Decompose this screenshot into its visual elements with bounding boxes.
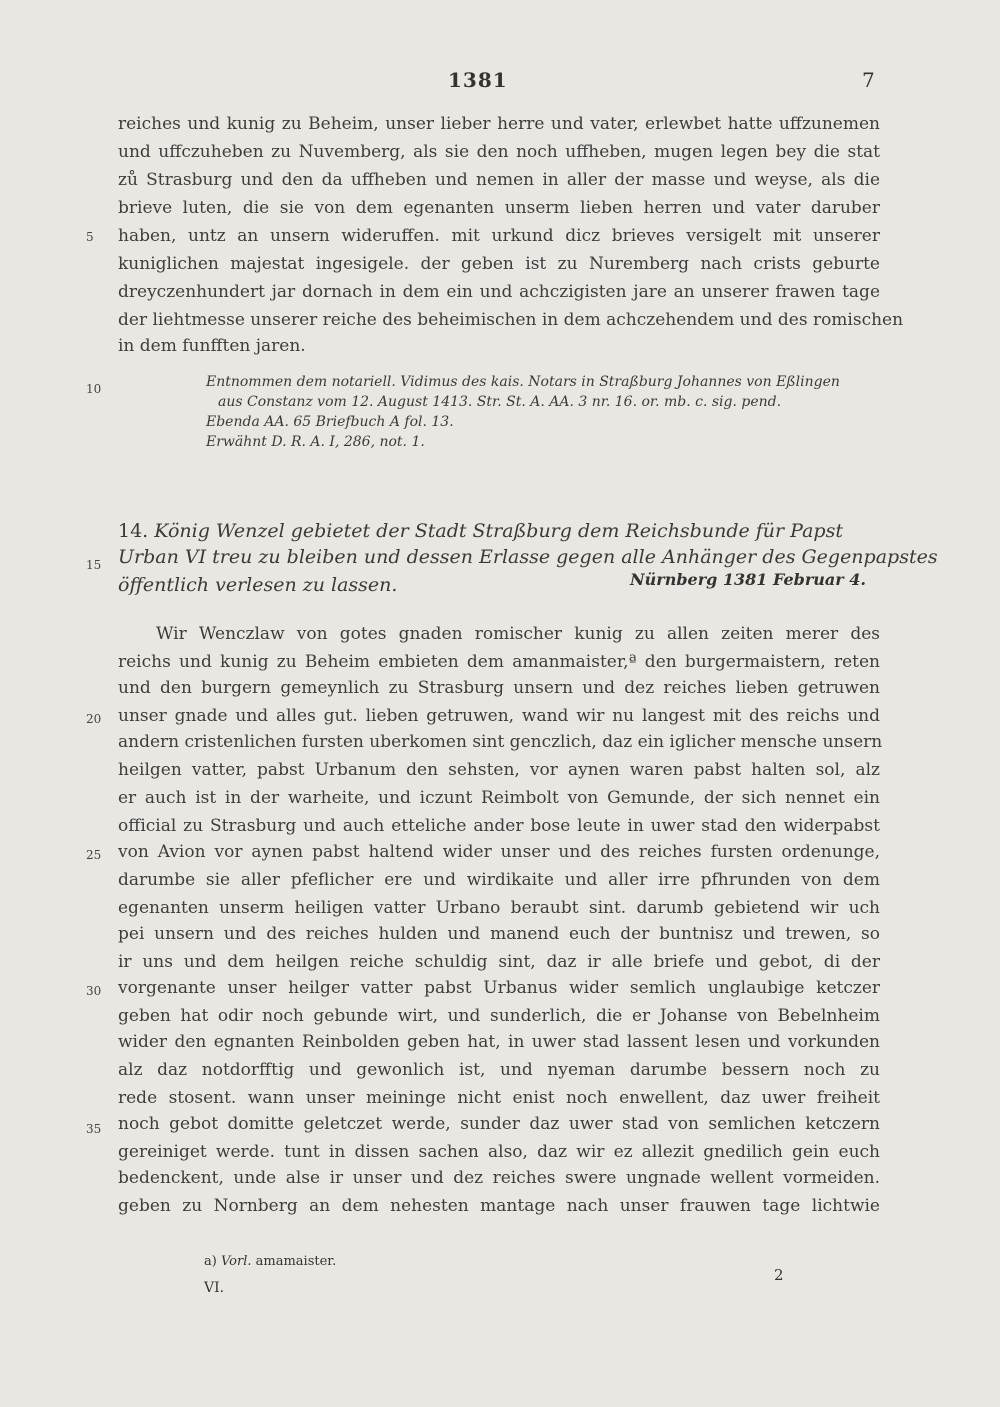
- text-line: rede stosent. wann unser meininge nicht enist noch enwellent, daz uwer freiheit: [118, 1088, 880, 1108]
- page-header-year: 1381: [448, 68, 508, 92]
- regest-line: [118, 520, 880, 542]
- regest-line: Urban VI treu zu bleiben und dessen Erlasse gegen alle Anhänger des Gegenpapstes: [118, 546, 938, 568]
- text-line: zů Strasburg und den da uffheben und nemen in aller der masse und weyse, als die: [118, 170, 880, 190]
- text-line: und den burgern gemeynlich zu Strasburg unsern und dez reiches lieben getruwen: [118, 678, 880, 698]
- margin-line-number: 25: [86, 848, 102, 862]
- text-line: und uffczuheben zu Nuvemberg, als sie den noch uffheben, mugen legen bey die stat: [118, 142, 880, 162]
- page-number: 7: [862, 68, 875, 92]
- text-line: geben hat odir noch gebunde wirt, und sunderlich, die er Johanse von Bebelnheim: [118, 1006, 880, 1026]
- sheet-signature: 2: [774, 1266, 784, 1284]
- text-line: bedenckent, unde alse ir unser und dez reiches swere ungnade wellent vormeiden.: [118, 1168, 880, 1188]
- footnote-marker: a): [204, 1254, 217, 1269]
- text-line: er auch ist in der warheite, und iczunt Reimbolt von Gemunde, der sich nennet ein: [118, 788, 880, 808]
- text-line: andern cristenlichen fursten uberkomen sint genczlich, daz ein iglicher mensche unsern: [118, 732, 883, 752]
- text-line: geben zu Nornberg an dem nehesten mantage nach unser frauwen tage lichtwie: [118, 1196, 880, 1216]
- text-line: darumbe sie aller pfeflicher ere und wirdikaite und aller irre pfhrunden von dem: [118, 870, 880, 890]
- text-line: pei unsern und des reiches hulden und manend euch der buntnisz und trewen, so: [118, 924, 880, 944]
- text-line: vorgenante unser heilger vatter pabst Urbanus wider semlich unglaubige ketczer: [118, 978, 880, 998]
- source-note: Erwähnt D. R. A. I, 286, not. 1.: [206, 434, 425, 450]
- text-line: der liehtmesse unserer reiche des beheimischen in dem achczehendem und des romischen: [118, 310, 904, 330]
- footnote-text: amamaister.: [255, 1254, 337, 1269]
- source-note: aus Constanz vom 12. August 1413. Str. St. A. AA. 3 nr. 16. or. mb. c. sig. pend.: [218, 394, 782, 410]
- text-line: von Avion vor aynen pabst haltend wider unser und des reiches fursten ordenunge,: [118, 842, 880, 862]
- margin-line-number: 30: [86, 984, 102, 998]
- source-note: Entnommen dem notariell. Vidimus des kais. Notars in Straßburg Johannes von Eßlingen: [206, 374, 840, 390]
- text-line: unser gnade und alles gut. lieben getruwen, wand wir nu langest mit des reichs und: [118, 706, 880, 726]
- footnote-label: Vorl.: [220, 1254, 252, 1269]
- text-line: haben, untz an unsern wideruffen. mit urkund dicz brieves versigelt mit unserer: [118, 226, 880, 246]
- document-number: 14.: [118, 520, 149, 542]
- text-line: official zu Strasburg und auch etteliche ander bose leute in uwer stad den widerpabst: [118, 816, 880, 836]
- text-line: Wir Wenczlaw von gotes gnaden romischer kunig zu allen zeiten merer des: [156, 624, 880, 644]
- volume-signature: VI.: [204, 1280, 225, 1296]
- text-line: wider den egnanten Reinbolden geben hat, in uwer stad lassent lesen und vorkunden: [118, 1032, 880, 1052]
- margin-line-number: 35: [86, 1122, 102, 1136]
- text-line: in dem funfften jaren.: [118, 336, 306, 356]
- margin-line-number: 10: [86, 382, 102, 396]
- text-line: dreyczenhundert jar dornach in dem ein und achczigisten jare an unserer frawen tage: [118, 282, 880, 302]
- text-line: noch gebot domitte geletczet werde, sunder daz uwer stad von semlichen ketczern: [118, 1114, 880, 1134]
- footnote: [204, 1254, 336, 1269]
- margin-line-number: 5: [86, 230, 94, 244]
- text-line: heilgen vatter, pabst Urbanum den sehsten, vor aynen waren pabst halten sol, alz: [118, 760, 880, 780]
- text-line: brieve luten, die sie von dem egenanten unserm lieben herren und vater daruber: [118, 198, 880, 218]
- text-line: gereiniget werde. tunt in dissen sachen also, daz wir ez allezit gnedilich gein euch: [118, 1142, 880, 1162]
- regest-text: König Wenzel gebietet der Stadt Straßburg dem Reichsbunde für Papst: [154, 520, 843, 542]
- text-line: egenanten unserm heiligen vatter Urbano beraubt sint. darumb gebietend wir uch: [118, 898, 880, 918]
- text-line: alz daz notdorfftig und gewonlich ist, und nyeman darumbe bessern noch zu: [118, 1060, 880, 1080]
- text-line: reiches und kunig zu Beheim, unser lieber herre und vater, erlewbet hatte uffzunemen: [118, 114, 880, 134]
- margin-line-number: 15: [86, 558, 102, 572]
- text-line: kuniglichen majestat ingesigele. der geben ist zu Nuremberg nach crists geburte: [118, 254, 880, 274]
- text-line: ir uns und dem heilgen reiche schuldig sint, daz ir alle briefe und gebot, di der: [118, 952, 880, 972]
- text-line: reichs und kunig zu Beheim embieten dem amanmaister,ª den burgermaistern, reten: [118, 652, 880, 672]
- source-note: Ebenda AA. 65 Briefbuch A fol. 13.: [206, 414, 454, 430]
- regest-line: öffentlich verlesen zu lassen.: [118, 574, 398, 596]
- margin-line-number: 20: [86, 712, 102, 726]
- dateline: Nürnberg 1381 Februar 4.: [630, 570, 866, 589]
